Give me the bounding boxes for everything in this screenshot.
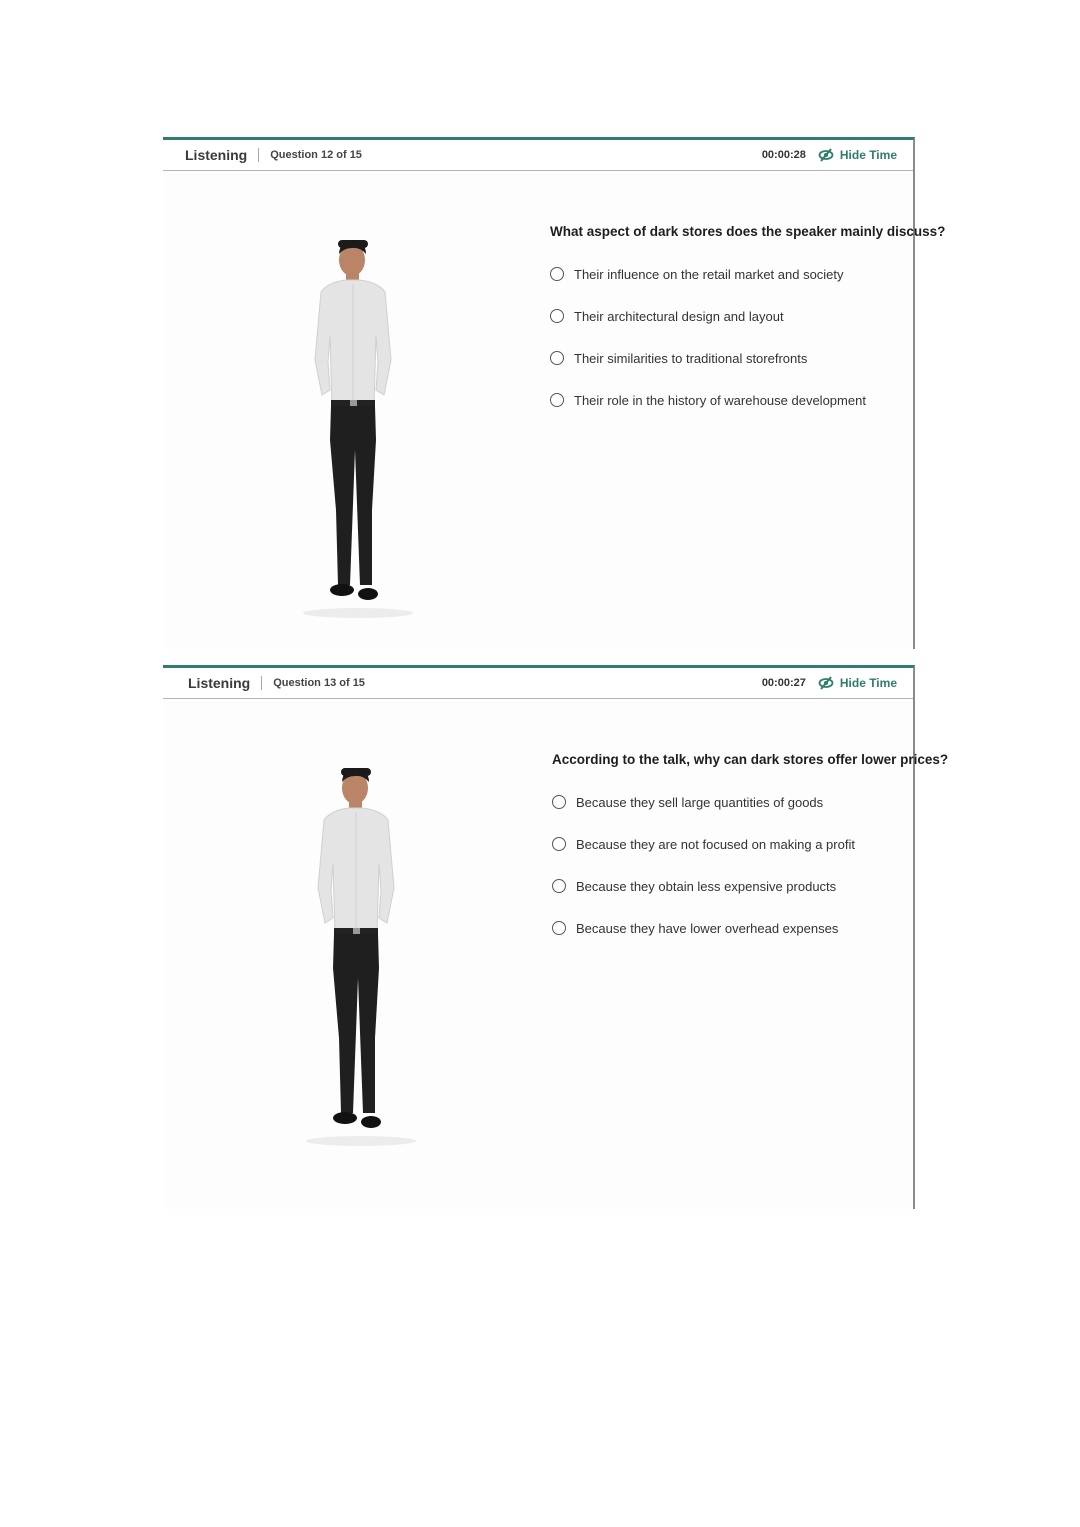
eye-slash-icon (818, 148, 834, 162)
question-counter: Question 12 of 15 (270, 149, 362, 161)
hide-time-button[interactable] (818, 676, 897, 690)
answer-option-3[interactable] (550, 337, 907, 379)
radio-button-icon[interactable] (550, 309, 564, 323)
timer-area (762, 140, 897, 170)
radio-button-icon[interactable] (552, 795, 566, 809)
option-label: Because they have lower overhead expenses (576, 920, 839, 936)
listening-screen-q12 (163, 137, 946, 649)
divider (258, 148, 259, 162)
timer: 00:00:27 (761, 677, 806, 689)
section-title: Listening (185, 147, 248, 163)
eye-slash-icon (818, 676, 834, 690)
option-label: Because they obtain less expensive products (576, 878, 837, 894)
radio-button-icon[interactable] (552, 879, 566, 893)
option-label: Because they sell large quantities of goods (576, 794, 824, 810)
listening-screen-q13 (163, 665, 949, 1209)
timer-area (762, 668, 897, 698)
question-counter: Question 13 of 15 (273, 677, 365, 689)
option-label: Their role in the history of warehouse development (574, 392, 866, 408)
radio-button-icon[interactable] (552, 837, 566, 851)
section-title: Listening (188, 675, 251, 691)
answer-option-1[interactable] (552, 781, 907, 823)
radio-button-icon[interactable] (552, 921, 566, 935)
radio-button-icon[interactable] (550, 267, 564, 281)
option-label: Because they are not focused on making a profit (576, 836, 855, 852)
option-label: Their architectural design and layout (574, 308, 784, 324)
answer-option-3[interactable] (552, 865, 907, 907)
speaker-image (291, 768, 431, 1148)
radio-button-icon[interactable] (550, 351, 564, 365)
question-area (552, 752, 949, 949)
answer-option-4[interactable] (552, 907, 907, 949)
divider (261, 676, 262, 690)
hide-time-label: Hide Time (839, 148, 897, 162)
radio-button-icon[interactable] (550, 393, 564, 407)
answer-option-2[interactable] (550, 295, 907, 337)
option-label: Their influence on the retail market and society (574, 266, 844, 282)
hide-time-button[interactable] (818, 148, 897, 162)
top-bar (163, 140, 913, 171)
question-text: According to the talk, why can dark stores offer lower prices? (552, 752, 949, 767)
question-text: What aspect of dark stores does the speaker mainly discuss? (550, 224, 946, 239)
answer-option-4[interactable] (550, 379, 907, 421)
hide-time-label: Hide Time (839, 676, 897, 690)
question-area (550, 224, 946, 421)
answer-option-2[interactable] (552, 823, 907, 865)
speaker-image (288, 240, 428, 620)
timer: 00:00:28 (761, 149, 806, 161)
option-label: Their similarities to traditional storefronts (574, 350, 808, 366)
top-bar (163, 668, 913, 699)
answer-option-1[interactable] (550, 253, 907, 295)
